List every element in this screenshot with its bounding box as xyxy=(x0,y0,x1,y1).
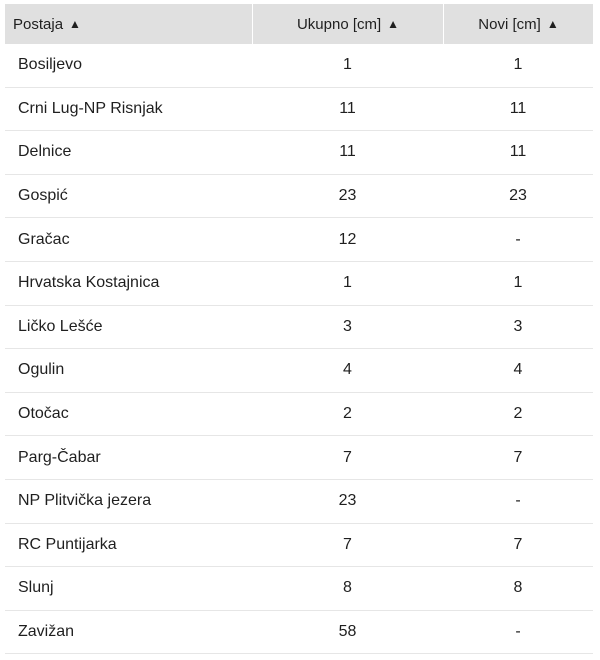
total-snow-cell: 23 xyxy=(338,187,357,205)
column-header-label: Novi [cm] xyxy=(478,15,541,33)
total-snow-cell: 11 xyxy=(339,99,356,117)
snow-depth-table xyxy=(5,4,593,654)
column-header-label: Postaja xyxy=(13,15,64,33)
new-snow-cell: - xyxy=(515,492,521,510)
new-snow-cell: 3 xyxy=(513,317,523,335)
total-snow-cell: 12 xyxy=(338,230,357,248)
station-name-cell: RC Puntijarka xyxy=(18,535,117,553)
station-name-cell: Bosiljevo xyxy=(18,56,83,74)
table-row xyxy=(5,306,593,350)
sort-ascending-icon: ▲ xyxy=(546,17,559,31)
table-row xyxy=(5,567,593,611)
table-row xyxy=(5,131,593,175)
station-name-cell: Zavižan xyxy=(18,623,75,641)
table-row xyxy=(5,218,593,262)
new-snow-cell: - xyxy=(515,623,521,641)
station-name-cell: Parg-Čabar xyxy=(18,448,101,466)
column-header-total[interactable] xyxy=(252,4,443,44)
station-name-cell: Crni Lug-NP Risnjak xyxy=(18,99,163,117)
new-snow-cell: 11 xyxy=(509,143,527,161)
new-snow-cell: 2 xyxy=(513,405,523,423)
station-name-cell: Hrvatska Kostajnica xyxy=(18,274,160,292)
station-name-cell: Slunj xyxy=(18,579,54,597)
total-snow-cell: 23 xyxy=(338,492,357,510)
new-snow-cell: 7 xyxy=(513,448,523,466)
sort-ascending-icon: ▲ xyxy=(69,17,81,31)
column-header-new[interactable] xyxy=(443,4,593,44)
table-row xyxy=(5,262,593,306)
table-row xyxy=(5,175,593,219)
total-snow-cell: 2 xyxy=(343,405,352,423)
table-row xyxy=(5,436,593,480)
total-snow-cell: 3 xyxy=(343,317,352,335)
station-name-cell: Ogulin xyxy=(18,361,65,379)
station-name-cell: NP Plitvička jezera xyxy=(18,492,152,510)
column-header-label: Ukupno [cm] xyxy=(296,15,382,33)
table-row xyxy=(5,524,593,568)
station-name-cell: Gračac xyxy=(18,230,70,248)
total-snow-cell: 1 xyxy=(343,56,352,74)
table-row xyxy=(5,393,593,437)
new-snow-cell: 7 xyxy=(513,535,523,553)
sort-ascending-icon: ▲ xyxy=(387,17,400,31)
station-name-cell: Ličko Lešće xyxy=(18,317,103,335)
total-snow-cell: 1 xyxy=(343,274,352,292)
station-name-cell: Delnice xyxy=(18,143,72,161)
total-snow-cell: 4 xyxy=(343,361,352,379)
new-snow-cell: 4 xyxy=(513,361,523,379)
new-snow-cell: 1 xyxy=(513,56,523,74)
table-body xyxy=(5,44,593,654)
table-row xyxy=(5,349,593,393)
total-snow-cell: 7 xyxy=(343,535,352,553)
total-snow-cell: 58 xyxy=(338,623,357,641)
table-row xyxy=(5,611,593,655)
station-name-cell: Otočac xyxy=(18,405,69,423)
new-snow-cell: 8 xyxy=(513,579,523,597)
table-row xyxy=(5,88,593,132)
table-row xyxy=(5,44,593,88)
total-snow-cell: 7 xyxy=(343,448,352,466)
new-snow-cell: 1 xyxy=(513,274,523,292)
total-snow-cell: 8 xyxy=(343,579,352,597)
new-snow-cell: - xyxy=(515,230,521,248)
column-header-station[interactable] xyxy=(5,4,252,44)
station-name-cell: Gospić xyxy=(18,187,68,205)
new-snow-cell: 11 xyxy=(509,99,527,117)
total-snow-cell: 11 xyxy=(339,143,356,161)
new-snow-cell: 23 xyxy=(509,187,527,205)
table-row xyxy=(5,480,593,524)
table-header xyxy=(5,4,593,44)
